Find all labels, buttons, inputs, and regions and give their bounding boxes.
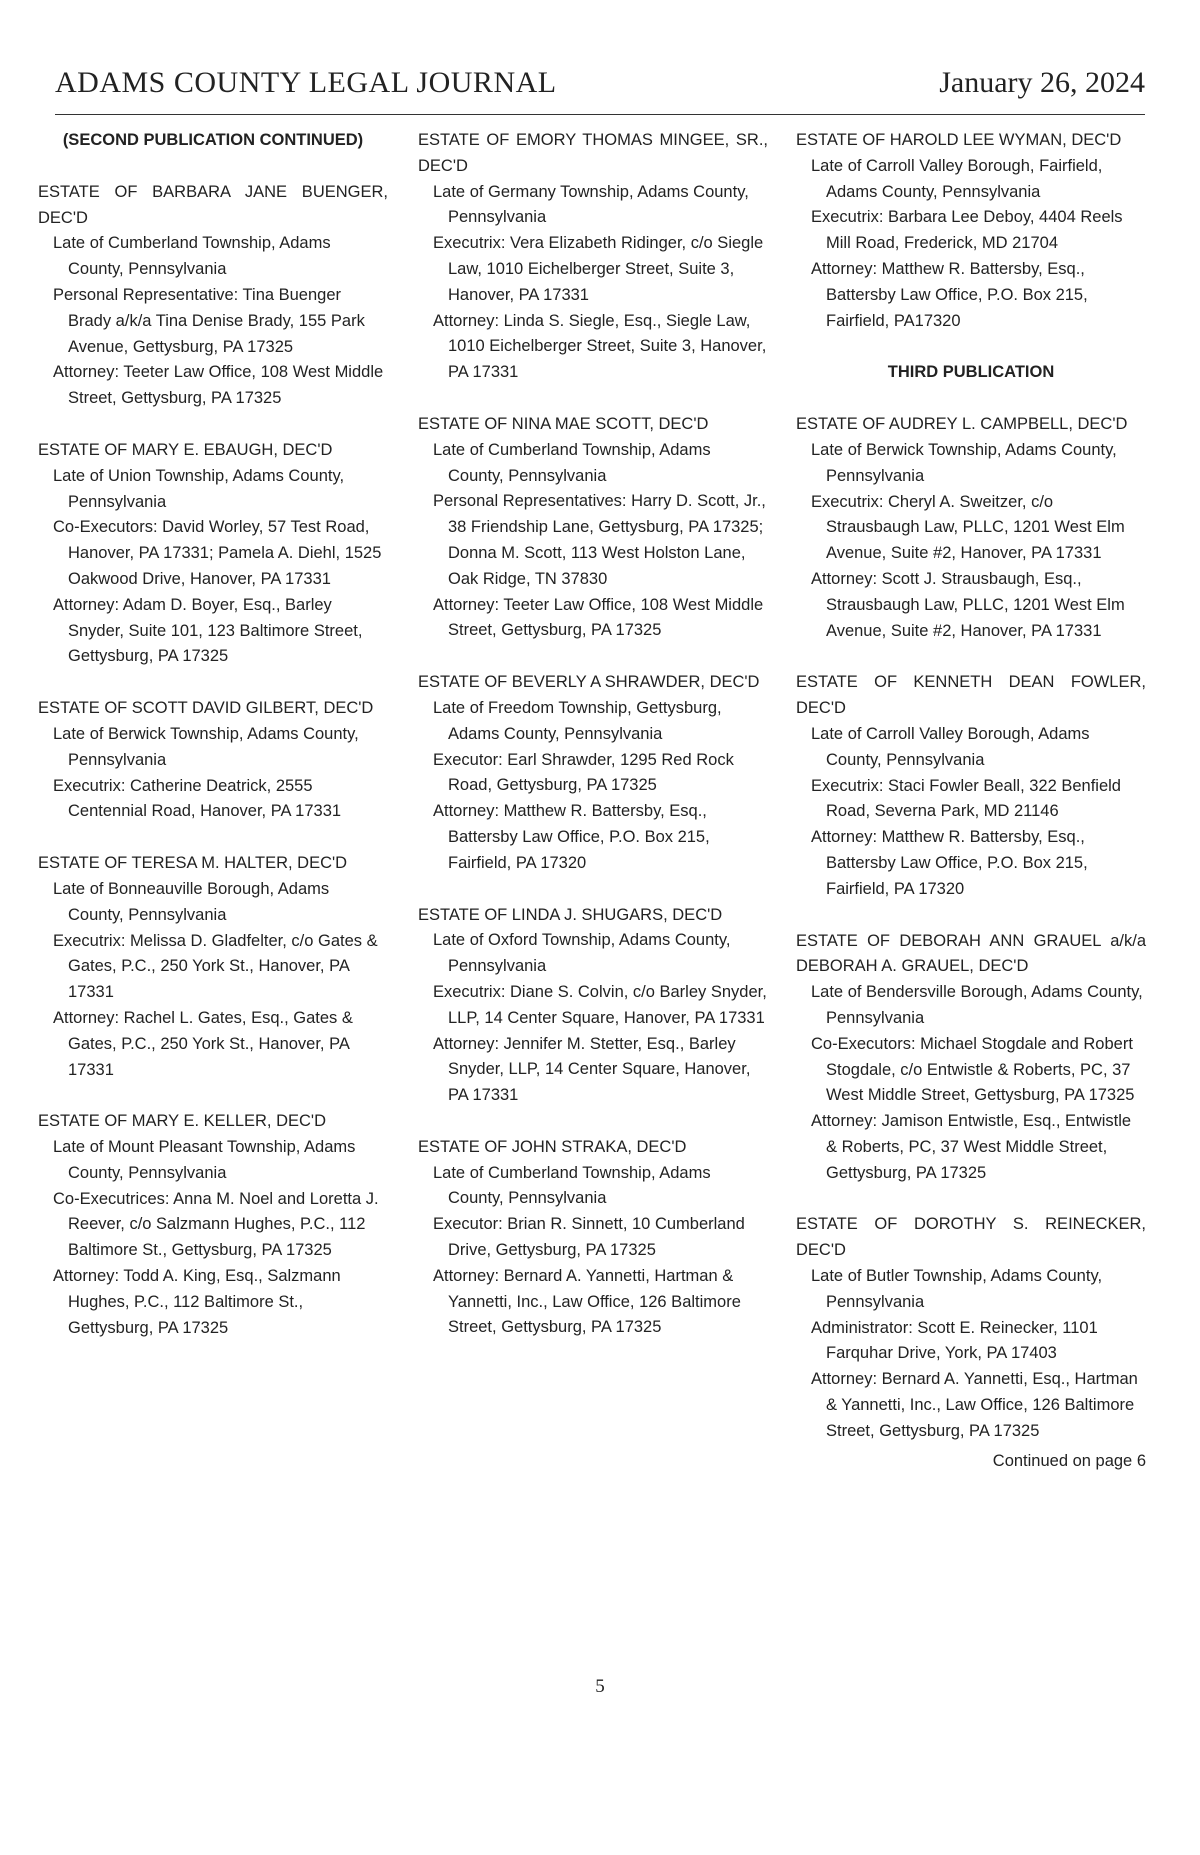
estate-representative: Executor: Brian R. Sinnett, 10 Cumberland Drive, Gettysburg, PA 17325 (433, 1215, 745, 1260)
section-heading-second-continued: (SECOND PUBLICATION CONTINUED) (62, 131, 364, 149)
estate-representative: Administrator: Scott E. Reinecker, 1101 Farquhar Drive, York, PA 17403 (811, 1318, 1098, 1363)
estate-representative: Executrix: Catherine Deatrick, 2555 Centennial Road, Hanover, PA 17331 (53, 776, 342, 821)
estate-representative: Executor: Earl Shrawder, 1295 Red Rock Road, Gettysburg, PA 17325 (433, 750, 734, 795)
estate-title: ESTATE OF AUDREY L. CAMPBELL, DEC'D (796, 415, 1128, 434)
estate-notice (418, 128, 768, 386)
estate-residence: Late of Cumberland Township, Adams County, Pennsylvania (433, 1163, 711, 1208)
estate-residence: Late of Bonneauville Borough, Adams County, Pennsylvania (53, 879, 330, 924)
estate-notice (418, 670, 768, 876)
estate-notice (796, 670, 1146, 902)
estate-notice (38, 180, 388, 412)
estate-residence: Late of Carroll Valley Borough, Adams County, Pennsylvania (811, 724, 1090, 769)
estate-representative: Executrix: Vera Elizabeth Ridinger, c/o Siegle Law, 1010 Eichelberger Street, Suite 3, Hanover, PA 17331 (433, 234, 764, 304)
estate-title: ESTATE OF KENNETH DEAN FOWLER, DEC'D (796, 673, 1146, 718)
issue-date: January 26, 2024 (939, 66, 1145, 99)
estate-notice (38, 1109, 388, 1341)
estate-residence: Late of Cumberland Township, Adams County, Pennsylvania (53, 234, 331, 279)
estate-notice (796, 929, 1146, 1187)
column-1 (38, 128, 388, 1367)
estate-notice (796, 1212, 1146, 1444)
estate-attorney: Attorney: Matthew R. Battersby, Esq., Battersby Law Office, P.O. Box 215, Fairfield, PA 17320 (433, 802, 710, 872)
estate-residence: Late of Germany Township, Adams County, Pennsylvania (433, 182, 749, 227)
estate-residence: Late of Carroll Valley Borough, Fairfield, Adams County, Pennsylvania (811, 156, 1103, 201)
estate-attorney: Attorney: Jennifer M. Stetter, Esq., Barley Snyder, LLP, 14 Center Square, Hanover, PA 17331 (433, 1034, 751, 1105)
journal-title: ADAMS COUNTY LEGAL JOURNAL (55, 66, 557, 99)
column-3 (796, 128, 1146, 1474)
page-number: 5 (595, 1676, 605, 1697)
estate-attorney: Attorney: Teeter Law Office, 108 West Middle Street, Gettysburg, PA 17325 (53, 363, 384, 408)
estate-representative: Executrix: Barbara Lee Deboy, 4404 Reels Mill Road, Frederick, MD 21704 (811, 208, 1123, 253)
estate-residence: Late of Cumberland Township, Adams County, Pennsylvania (433, 440, 711, 485)
estate-representative: Co-Executors: David Worley, 57 Test Road, Hanover, PA 17331; Pamela A. Diehl, 1525 Oakwood Drive, Hanover, PA 17331 (53, 518, 382, 588)
estate-notice (418, 903, 768, 1109)
estate-title: ESTATE OF HAROLD LEE WYMAN, DEC'D (796, 131, 1122, 149)
estate-residence: Late of Mount Pleasant Township, Adams County, Pennsylvania (53, 1138, 356, 1182)
estate-title: ESTATE OF EMORY THOMAS MINGEE, SR., DEC'D (418, 131, 768, 175)
estate-title: ESTATE OF BARBARA JANE BUENGER, DEC'D (38, 182, 388, 227)
estate-attorney: Attorney: Matthew R. Battersby, Esq., Battersby Law Office, P.O. Box 215, Fairfield, PA17320 (811, 259, 1088, 330)
estate-attorney: Attorney: Teeter Law Office, 108 West Middle Street, Gettysburg, PA 17325 (433, 595, 764, 640)
estate-title: ESTATE OF SCOTT DAVID GILBERT, DEC'D (38, 699, 374, 718)
continued-notice: Continued on page 6 (992, 1451, 1146, 1470)
estate-title: ESTATE OF NINA MAE SCOTT, DEC'D (418, 414, 709, 433)
estate-attorney: Attorney: Matthew R. Battersby, Esq., Battersby Law Office, P.O. Box 215, Fairfield, PA 17320 (811, 828, 1088, 898)
estate-representative: Executrix: Diane S. Colvin, c/o Barley Snyder, LLP, 14 Center Square, Hanover, PA 17331 (433, 982, 767, 1027)
estate-title: ESTATE OF LINDA J. SHUGARS, DEC'D (418, 905, 723, 924)
estate-attorney: Attorney: Jamison Entwistle, Esq., Entwistle & Roberts, PC, 37 West Middle Street, Gettysburg, PA 17325 (811, 1112, 1132, 1182)
estate-notice (38, 696, 388, 825)
estate-title: ESTATE OF MARY E. KELLER, DEC'D (38, 1112, 327, 1131)
estate-attorney: Attorney: Scott J. Strausbaugh, Esq., Strausbaugh Law, PLLC, 1201 West Elm Avenue, Suite #2, Hanover, PA 17331 (811, 569, 1125, 640)
estate-notice (796, 128, 1146, 334)
estate-title: ESTATE OF DEBORAH ANN GRAUEL a/k/a DEBORAH A. GRAUEL, DEC'D (796, 931, 1146, 976)
estate-attorney: Attorney: Bernard A. Yannetti, Hartman & Yannetti, Inc., Law Office, 126 Baltimore Street, Gettysburg, PA 17325 (433, 1266, 741, 1337)
estate-attorney: Attorney: Todd A. King, Esq., Salzmann Hughes, P.C., 112 Baltimore St., Gettysburg, PA 17325 (53, 1267, 341, 1337)
estate-residence: Late of Oxford Township, Adams County, Pennsylvania (433, 931, 731, 976)
estate-residence: Late of Butler Township, Adams County, Pennsylvania (811, 1267, 1103, 1311)
estate-representative: Executrix: Cheryl A. Sweitzer, c/o Strausbaugh Law, PLLC, 1201 West Elm Avenue, Suite #2, Hanover, PA 17331 (811, 492, 1125, 563)
estate-representative: Co-Executors: Michael Stogdale and Robert Stogdale, c/o Entwistle & Roberts, PC, 37 West Middle Street, Gettysburg, PA 17325 (811, 1034, 1135, 1105)
estate-title: ESTATE OF MARY E. EBAUGH, DEC'D (38, 440, 333, 459)
estate-attorney: Attorney: Linda S. Siegle, Esq., Siegle Law, 1010 Eichelberger Street, Suite 3, Hanover, PA 17331 (433, 311, 767, 382)
estate-title: ESTATE OF BEVERLY A SHRAWDER, DEC'D (418, 673, 760, 692)
estate-residence: Late of Bendersville Borough, Adams County, Pennsylvania (811, 983, 1143, 1027)
section-heading-third: THIRD PUBLICATION (887, 363, 1055, 382)
estate-attorney: Attorney: Bernard A. Yannetti, Esq., Hartman & Yannetti, Inc., Law Office, 126 Baltimore Street, Gettysburg, PA 17325 (811, 1370, 1138, 1440)
estate-notice (38, 851, 388, 1083)
column-2 (418, 128, 768, 1367)
estate-representative: Personal Representatives: Harry D. Scott, Jr., 38 Friendship Lane, Gettysburg, PA 17325; Donna M. Scott, 113 West Holston Lane, Oak Ridge, TN 37830 (433, 492, 766, 588)
estate-residence: Late of Freedom Township, Gettysburg, Adams County, Pennsylvania (433, 698, 722, 743)
estate-title: ESTATE OF DOROTHY S. REINECKER, DEC'D (796, 1215, 1146, 1260)
estate-attorney: Attorney: Rachel L. Gates, Esq., Gates & Gates, P.C., 250 York St., Hanover, PA 17331 (53, 1008, 353, 1079)
estate-representative: Executrix: Melissa D. Gladfelter, c/o Gates & Gates, P.C., 250 York St., Hanover, PA 17331 (53, 931, 378, 1002)
estate-title: ESTATE OF JOHN STRAKA, DEC'D (418, 1137, 687, 1156)
estate-representative: Personal Representative: Tina Buenger Brady a/k/a Tina Denise Brady, 155 Park Avenue, Gettysburg, PA 17325 (53, 285, 365, 356)
estate-notice (796, 412, 1146, 644)
estate-notice (418, 1135, 768, 1341)
estate-residence: Late of Union Township, Adams County, Pennsylvania (53, 466, 345, 511)
estate-title: ESTATE OF TERESA M. HALTER, DEC'D (38, 854, 348, 873)
estate-residence: Late of Berwick Township, Adams County, Pennsylvania (53, 724, 359, 769)
estate-representative: Executrix: Staci Fowler Beall, 322 Benfield Road, Severna Park, MD 21146 (811, 776, 1121, 821)
estate-notice (418, 412, 768, 644)
estate-residence: Late of Berwick Township, Adams County, Pennsylvania (811, 440, 1117, 485)
estate-representative: Co-Executrices: Anna M. Noel and Loretta J. Reever, c/o Salzmann Hughes, P.C., 112 Baltimore St., Gettysburg, PA 17325 (53, 1189, 379, 1260)
estate-notice (38, 438, 388, 670)
page-header (55, 62, 1145, 115)
estate-attorney: Attorney: Adam D. Boyer, Esq., Barley Snyder, Suite 101, 123 Baltimore Street, Gettysburg, PA 17325 (53, 595, 363, 666)
